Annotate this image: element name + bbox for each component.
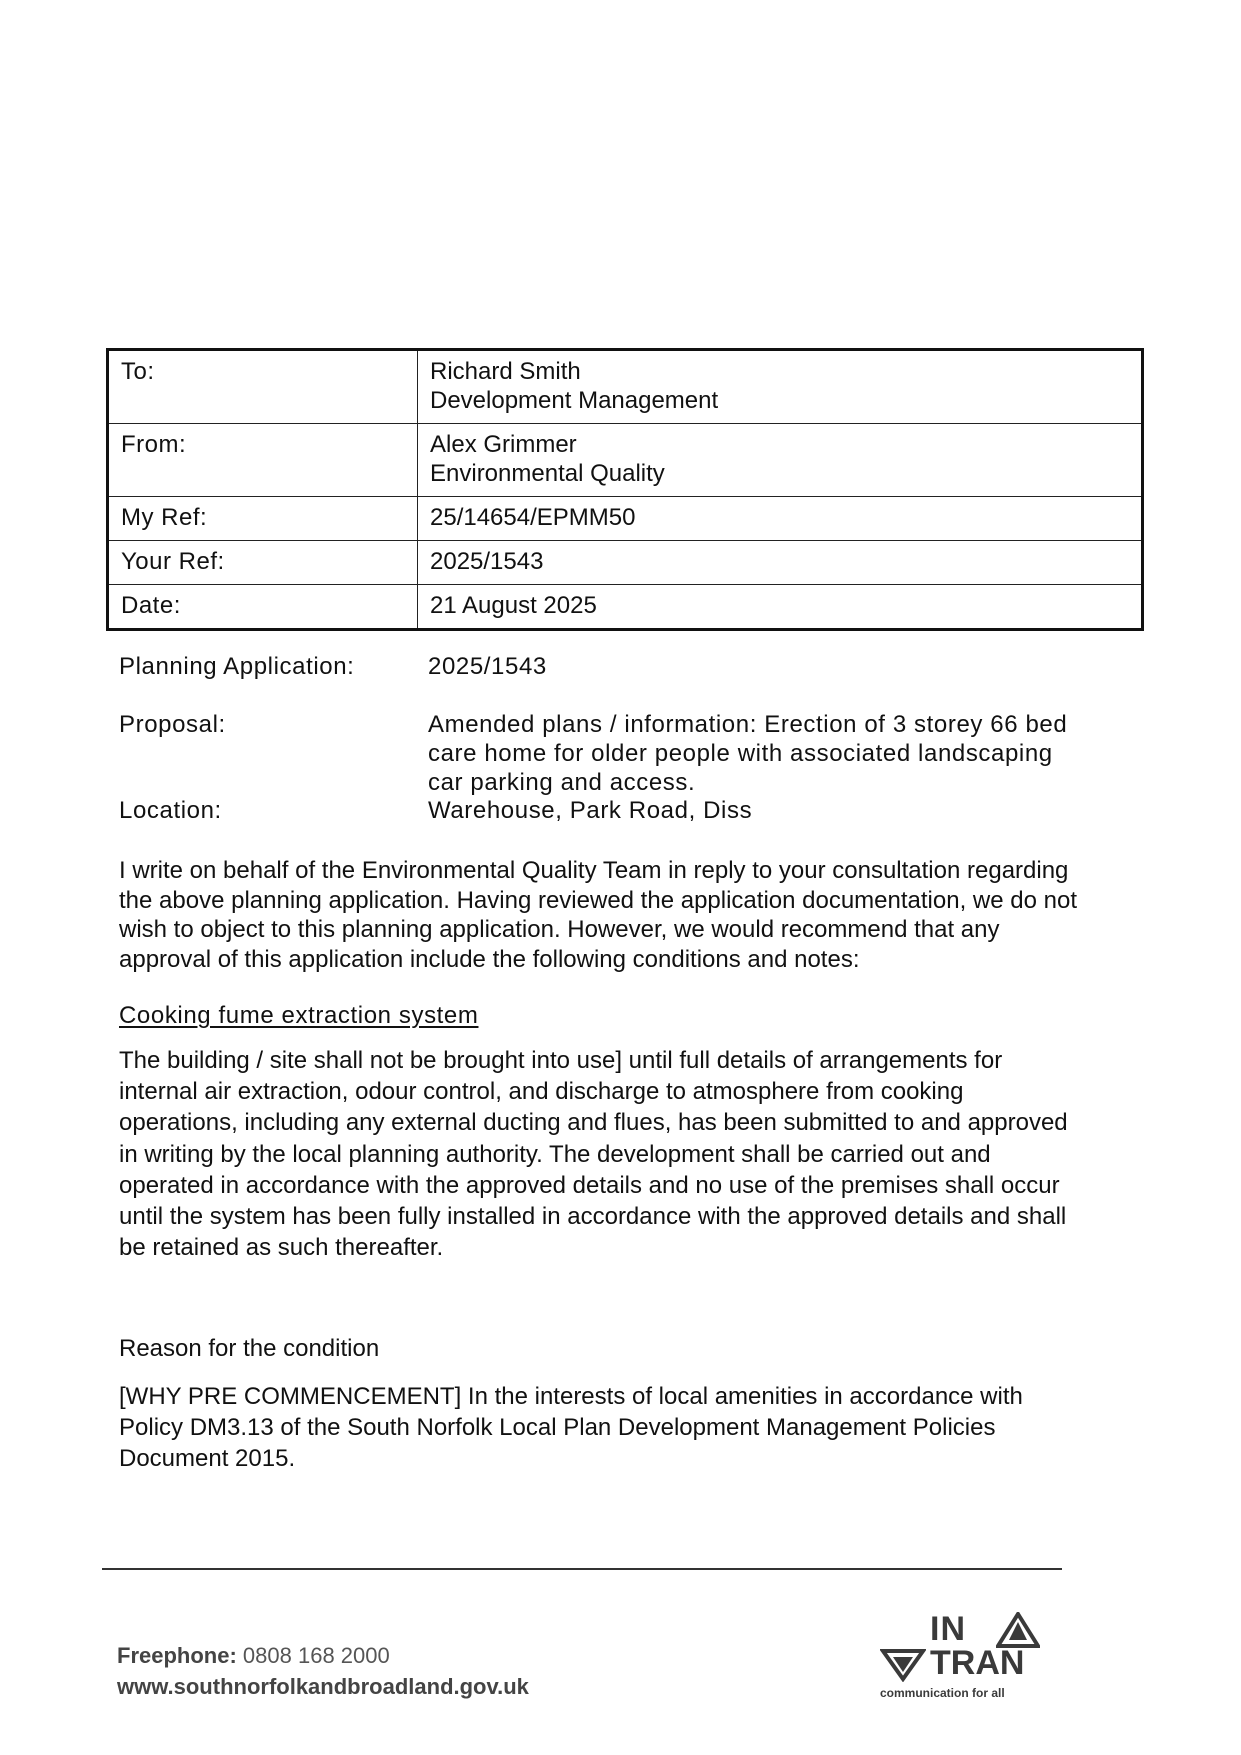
section-heading: Cooking fume extraction system: [119, 1002, 479, 1029]
memo-row-from: [108, 424, 1143, 497]
freephone-number: 0808 168 2000: [242, 1643, 390, 1668]
reason-heading: Reason for the condition: [119, 1335, 380, 1362]
intro-line: I write on behalf of the Environmental Quality Team in reply to your consultation regarding: [119, 857, 1069, 884]
logo-tagline: communication for all: [880, 1686, 1005, 1700]
logo-triangle-up-icon: [996, 1612, 1040, 1648]
sender-department: Environmental Quality: [430, 460, 665, 487]
intran-logo: [878, 1612, 1048, 1702]
condition-line: The building / site shall not be brought into use] until full details of arrangements for: [119, 1047, 1003, 1074]
freephone-line: [117, 1641, 390, 1671]
intro-line: approval of this application include the following conditions and notes:: [119, 945, 860, 973]
condition-paragraph: [119, 1045, 1139, 1263]
proposal-line: car parking and access.: [428, 769, 696, 796]
sender-name: Alex Grimmer: [430, 431, 577, 458]
memo-label-date: Date:: [108, 585, 418, 630]
condition-line: operated in accordance with the approved details and no use of the premises shall occur: [119, 1171, 1060, 1199]
memo-label-my-ref: My Ref:: [108, 497, 418, 541]
proposal-line: Amended plans / information: Erection of 3 storey 66 bed: [428, 711, 1068, 738]
condition-line: in writing by the local planning authority. The development shall be carried out and: [119, 1140, 991, 1168]
logo-in-text: IN: [930, 1610, 966, 1648]
proposal-line: care home for older people with associated landscaping: [428, 740, 1053, 767]
memo-value-from: [418, 424, 1143, 497]
intro-line: the above planning application. Having reviewed the application documentation, we do not: [119, 886, 1077, 914]
planning-application-label: Planning Application:: [119, 653, 355, 680]
intro-paragraph: [119, 856, 1139, 974]
memo-label-from: From:: [108, 424, 418, 497]
recipient-name: Richard Smith: [430, 358, 581, 385]
recipient-department: Development Management: [430, 387, 719, 414]
condition-line: internal air extraction, odour control, and discharge to atmosphere from cooking: [119, 1078, 964, 1106]
memo-row-your-ref: [108, 541, 1143, 585]
reason-line: Document 2015.: [119, 1445, 296, 1473]
memo-row-to: [108, 350, 1143, 424]
condition-line: be retained as such thereafter.: [119, 1234, 444, 1262]
location-label: Location:: [119, 797, 222, 824]
proposal-value: [428, 710, 1148, 797]
memo-header-table: [106, 348, 1144, 631]
logo-tran-text: TRAN: [930, 1644, 1025, 1682]
website-link[interactable]: www.southnorfolkandbroadland.gov.uk: [117, 1674, 529, 1699]
memo-label-to: To:: [108, 350, 418, 424]
reason-paragraph: [119, 1381, 1139, 1475]
location-value: Warehouse, Park Road, Diss: [428, 797, 753, 824]
logo-triangle-down-icon: [880, 1648, 926, 1682]
footer-divider: [102, 1568, 1062, 1570]
memo-value-your-ref: 2025/1543: [418, 541, 1143, 585]
freephone-label: Freephone:: [117, 1643, 237, 1668]
memo-value-to: [418, 350, 1143, 424]
memo-value-date: 21 August 2025: [418, 585, 1143, 630]
planning-application-value: 2025/1543: [428, 653, 547, 680]
reason-line: Policy DM3.13 of the South Norfolk Local Plan Development Management Policies: [119, 1414, 996, 1442]
proposal-label: Proposal:: [119, 711, 226, 738]
intro-line: wish to object to this planning application. However, we would recommend that any: [119, 916, 1000, 943]
memo-label-your-ref: Your Ref:: [108, 541, 418, 585]
memo-value-my-ref: 25/14654/EPMM50: [418, 497, 1143, 541]
reason-line: [WHY PRE COMMENCEMENT] In the interests of local amenities in accordance with: [119, 1383, 1023, 1410]
memo-row-my-ref: [108, 497, 1143, 541]
memo-row-date: [108, 585, 1143, 630]
condition-line: until the system has been fully installed in accordance with the approved details and shall: [119, 1203, 1067, 1231]
condition-line: operations, including any external ducting and flues, has been submitted to and approved: [119, 1109, 1068, 1137]
